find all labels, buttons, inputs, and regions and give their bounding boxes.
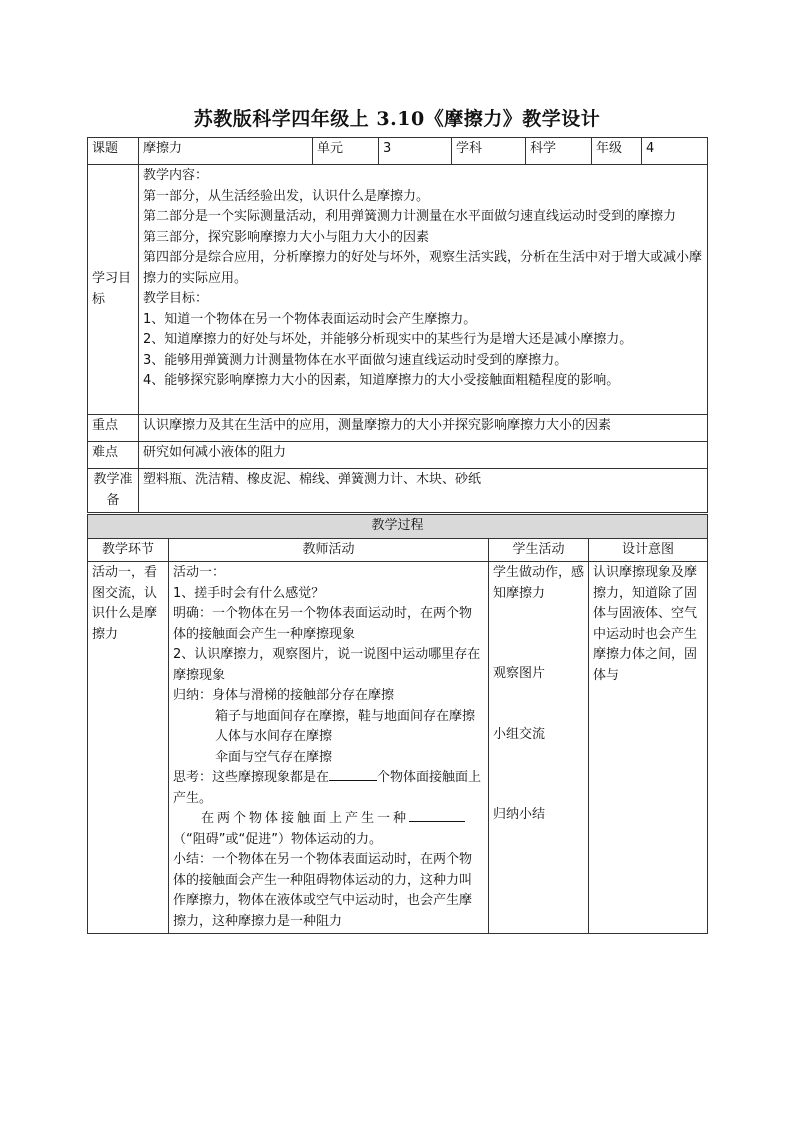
fill-blank [329,768,377,781]
think-prefix: 思考：这些摩擦现象都是在 [173,770,330,785]
objectives-line: 1、知道一个物体在另一个物体表面运动时会产生摩擦力。 [143,311,477,327]
process-columns-row [88,538,708,562]
spacer [493,765,584,785]
objectives-row [88,165,708,415]
unit-label: 单元 [313,138,379,165]
difficulty-row [88,442,708,469]
spacer [493,604,584,624]
student-line: 小组交流 [493,726,546,742]
preparation-value: 塑料瓶、洗洁精、橡皮泥、棉线、弹簧测力计、木块、砂纸 [139,469,708,513]
teacher-line: 明确：一个物体在另一个物体表面运动时，在两个物体的接触面会产生一种摩擦现象 [173,606,473,642]
preparation-label: 教学准备 [88,469,139,513]
preparation-row [88,469,708,513]
objectives-line: 3、能够用弹簧测力计测量物体在水平面做匀速直线运动时受到的摩擦力。 [143,352,568,368]
process-header: 教学过程 [88,515,708,539]
column-student: 学生活动 [489,538,589,562]
lesson-info-table [87,137,708,513]
teacher-line: 人体与水间存在摩擦 [215,729,333,744]
grade-value: 4 [642,138,708,165]
student-activity [489,562,589,934]
think-suffix: 个物体面接触面上产生。 [173,770,482,806]
subject-label: 学科 [452,138,526,165]
objectives-content [139,165,708,415]
activity-stage: 活动一，看图交流，认识什么是摩擦力 [88,562,169,934]
difficulty-label: 难点 [88,442,139,469]
column-intent: 设计意图 [589,538,708,562]
column-stage: 教学环节 [88,538,169,562]
difficulty-value: 研究如何减小液体的阻力 [139,442,708,469]
unit-value: 3 [379,138,452,165]
topic-value: 摩擦力 [139,138,313,165]
objectives-line: 4、能够探究影响摩擦力大小的因素，知道摩擦力的大小受接触面粗糙程度的影响。 [143,373,620,388]
teacher-line-force [173,809,484,830]
teacher-line: 小结：一个物体在另一个物体表面运动时，在两个物体的接触面会产生一种阻碍物体运动的力，这种力叫作摩擦力，物体在液体或空气中运动时，也会产生摩擦力，这种摩擦力是一种阻力 [173,852,473,929]
grade-label: 年级 [592,138,642,165]
force-prefix: 在两个物体接触面上产生一种 [201,811,410,826]
info-row [88,138,708,165]
teacher-line: 活动一： [173,565,226,580]
student-line: 学生做动作，感知摩擦力 [493,565,585,601]
student-line: 归纳小结 [493,807,546,822]
key-points-value: 认识摩擦力及其在生活中的应用，测量摩擦力的大小并探究影响摩擦力大小的因素 [139,415,708,442]
teacher-line: 2、认识摩擦力，观察图片，说一说图中运动哪里存在摩擦现象 [173,647,481,683]
spacer [493,685,584,705]
spacer [493,624,584,644]
objectives-line: 2、知道摩擦力的好处与坏处，并能够分析现实中的某些行为是增大还是减小摩擦力。 [143,332,633,347]
spacer [493,785,584,805]
objectives-line: 第三部分，探究影响摩擦力大小与阻力大小的因素 [143,229,430,245]
topic-label: 课题 [88,138,139,165]
objectives-line: 教学内容： [143,168,209,183]
objectives-line: 第一部分，从生活经验出发，认识什么是摩擦力。 [143,188,430,204]
key-points-label: 重点 [88,415,139,442]
subject-value: 科学 [526,138,592,165]
teacher-line: 1、搓手时会有什么感觉？ [173,585,325,601]
teacher-line [173,707,484,728]
process-table [87,514,708,934]
objectives-label: 学习目标 [88,165,139,415]
spacer [493,745,584,765]
teacher-activity [169,562,489,934]
fill-blank [409,809,465,822]
teacher-line-text: 箱子与地面间存在摩擦，鞋与地面间存在摩擦 [215,708,476,724]
objectives-line: 教学目标： [143,291,209,306]
activity-row [88,562,708,934]
column-teacher: 教师活动 [169,538,489,562]
design-intent: 认识摩擦现象及摩擦力，知道除了固体与固液体、空气中运动时也会产生摩擦力体之间，固体与 [589,562,708,934]
process-header-row [88,515,708,539]
student-line: 观察图片 [493,666,546,681]
teacher-line: 伞面与空气存在摩擦 [215,749,333,765]
objectives-line: 第二部分是一个实际测量活动，利用弹簧测力计测量在水平面做匀速直线运动时受到的摩擦力 [143,209,677,224]
teacher-line: 归纳：身体与滑梯的接触部分存在摩擦 [173,688,395,703]
spacer [493,644,584,664]
teacher-line-think [173,768,484,809]
spacer [493,705,584,725]
page-title: 苏教版科学四年级上 3.10《摩擦力》教学设计 [193,108,601,130]
key-points-row [88,415,708,442]
teacher-line: （“阻碍”或“促进”）物体运动的力。 [173,831,382,847]
objectives-line: 第四部分是综合应用，分析摩擦力的好处与坏外，观察生活实践，分析在生活中对于增大或减小摩擦力的实际应用。 [143,250,703,286]
